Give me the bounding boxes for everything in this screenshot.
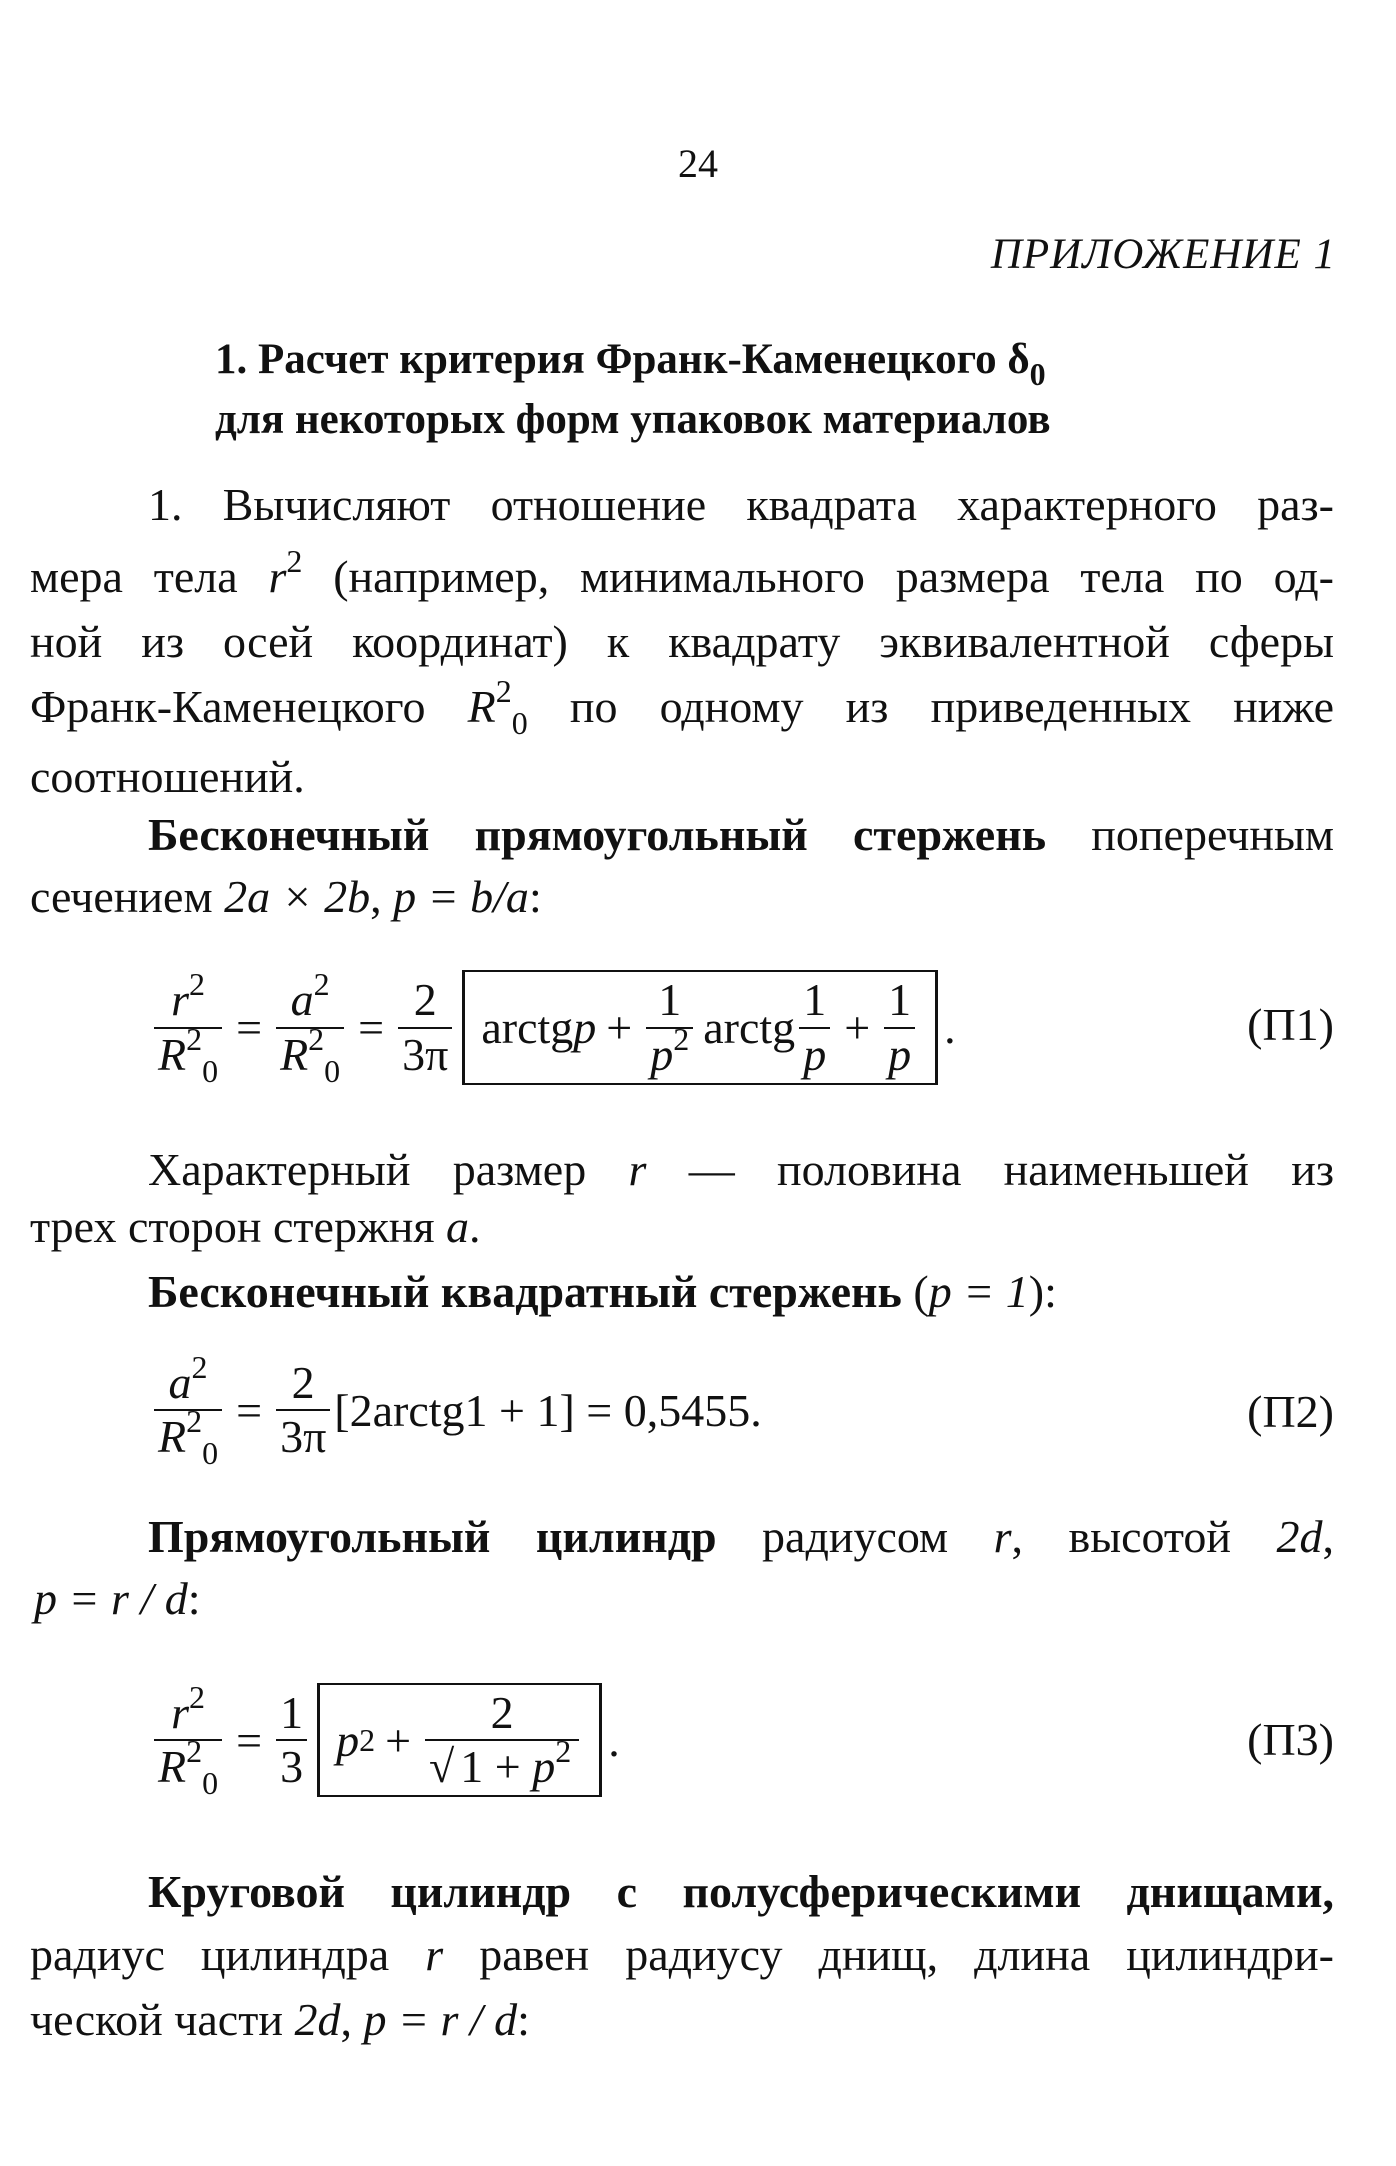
square-bracket-group: arctg p + $\frac{1}{p^2}$ arctg $\frac{1}{p}$ + $\frac{1}{p}$ — [462, 970, 938, 1085]
case3-line-2: p = r / d: — [34, 1573, 201, 1624]
case1-note-line-2: трех сторон стержня a. — [30, 1201, 481, 1252]
case4-line-3: ческой части 2d, p = r / d: — [30, 1994, 530, 2045]
intro-line-3: ной из осей координат) к квадрату эквивалентной сферы — [30, 616, 1334, 667]
equation-number-p1: (П1) — [1247, 999, 1334, 1050]
intro-line-5: соотношений. — [30, 751, 305, 802]
intro-line-4: Франк-Каменецкого $R^2_0$ по одному из приведенных ниже — [30, 673, 1334, 741]
fraction: $\frac{2}{√ 1 + p^2}$ — [425, 1689, 579, 1792]
appendix-label: ПРИЛОЖЕНИЕ 1 — [990, 231, 1336, 278]
section-title-line-2: для некоторых форм упаковок материалов — [215, 396, 1051, 443]
intro-line-1: 1. Вычисляют отношение квадрата характерного раз- — [148, 479, 1334, 530]
fraction: $\frac{1}{p^2}$ — [646, 976, 693, 1079]
case1-note-line-1: Характерный размер r — половина наименьшей из — [148, 1144, 1334, 1195]
fraction: $\frac{1}{p}$ — [799, 976, 830, 1079]
case2-line: Бесконечный квадратный стержень (p = 1): — [148, 1266, 1057, 1317]
fraction: $\frac{r^2}{R^2_0}$ — [154, 976, 222, 1079]
equation-p3: $\frac{r^2}{R^2_0}$ = $\frac{1}{3}$ p 2 + $\frac{2}{√ 1 + p^2}$ . — [150, 1660, 620, 1820]
fraction: $\frac{a^2}{R^2_0}$ — [276, 976, 344, 1079]
square-root: $1 + p^2$ — [456, 1739, 575, 1792]
section-title-line-1: 1. Расчет критерия Франк-Каменецкого $\delta_0$ — [215, 336, 1046, 392]
case1-line-2: сечением 2a × 2b, p = b/a: — [30, 871, 542, 922]
equation-number-p2: (П2) — [1247, 1386, 1334, 1437]
fraction: $\frac{2}{3\pi}$ — [398, 976, 452, 1079]
equation-p1: $\frac{r^2}{R^2_0}$ = $\frac{a^2}{R^2_0}$ = $\frac{2}{3\pi}$ arctg p + $\frac{1}{p^2}$ arctg $\frac{1}{p}$ + $\frac{1}{p}$ . — [150, 955, 956, 1100]
case4-line-1: Круговой цилиндр с полусферическими днищами, — [148, 1866, 1334, 1917]
case4-line-2: радиус цилиндра r равен радиусу днищ, длина цилиндри- — [30, 1929, 1334, 1980]
equation-number-p3: (П3) — [1247, 1714, 1334, 1765]
equation-p2: $\frac{a^2}{R^2_0}$ = $\frac{2}{3\pi}$ [2arctg1 + 1] = 0,5455. — [150, 1345, 762, 1475]
page-number: 24 — [678, 141, 718, 186]
fraction: $\frac{1}{3}$ — [276, 1689, 307, 1792]
case1-line-1: Бесконечный прямоугольный стержень поперечным — [148, 809, 1334, 860]
square-bracket-group: p 2 + $\frac{2}{√ 1 + p^2}$ — [317, 1683, 602, 1798]
intro-line-2: мера тела $r^2$ (например, минимального размера тела по од- — [30, 543, 1334, 602]
fraction: $\frac{a^2}{R^2_0}$ — [154, 1359, 222, 1462]
fraction: $\frac{2}{3\pi}$ — [276, 1359, 330, 1462]
fraction: $\frac{1}{p}$ — [884, 976, 915, 1079]
case3-line-1: Прямоугольный цилиндр радиусом r, высотой 2d, — [148, 1511, 1334, 1562]
fraction: $\frac{r^2}{R^2_0}$ — [154, 1689, 222, 1792]
